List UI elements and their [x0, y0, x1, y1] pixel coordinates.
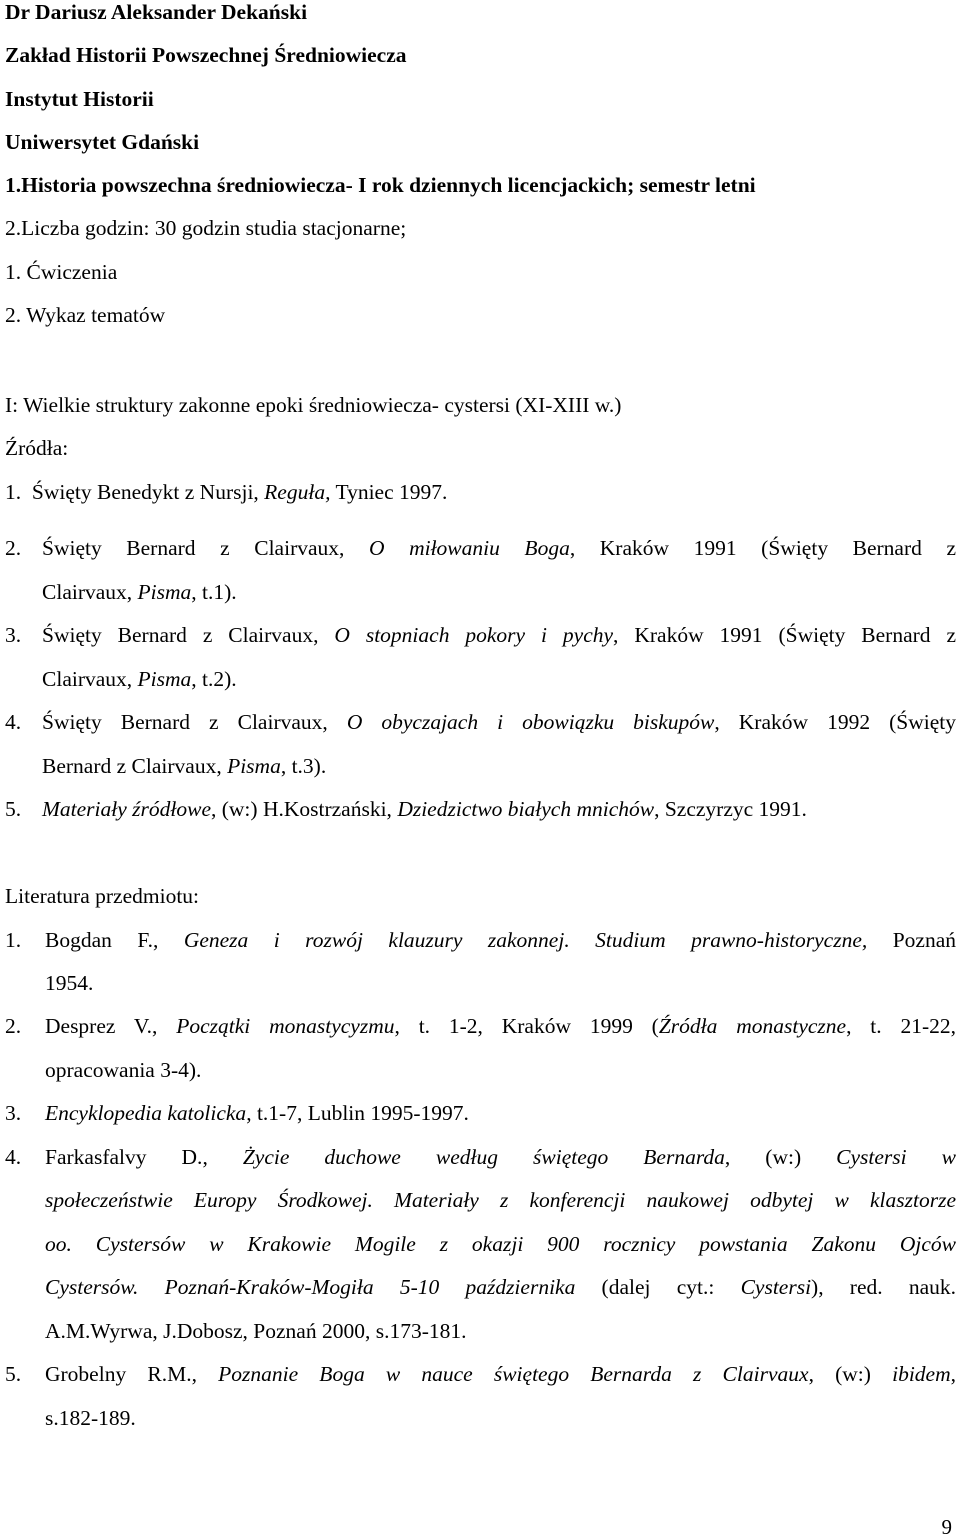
literature-number: 1. — [5, 928, 22, 952]
literature-heading: Literatura przedmiotu: — [5, 884, 200, 908]
literature-number: 5. — [5, 1362, 22, 1386]
course-title: 1.Historia powszechna średniowiecza- I rok dziennych licencjackich; semestr letni — [5, 173, 756, 197]
hours-info: 2.Liczba godzin: 30 godzin studia stacjonarne; — [5, 216, 407, 240]
literature-item: Desprez V., Początki monastycyzmu, t. 1-2, Kraków 1999 (Źródła monastyczne, t. 21-22, — [45, 1014, 957, 1038]
source-number: 4. — [5, 710, 22, 734]
info-item-exercises: 1. Ćwiczenia — [5, 260, 118, 284]
literature-item: Bogdan F., Geneza i rozwój klauzury zakonnej. Studium prawno-historyczne, Poznań — [45, 928, 957, 952]
page-number: 9 — [941, 1515, 952, 1539]
source-item: Święty Bernard z Clairvaux, O miłowaniu Boga, Kraków 1991 (Święty Bernard z — [42, 536, 956, 560]
institute-name: Instytut Historii — [5, 87, 154, 111]
literature-number: 4. — [5, 1145, 22, 1169]
literature-item: Encyklopedia katolicka, t.1-7, Lublin 1995-1997. — [45, 1101, 469, 1125]
source-item-cont: Bernard z Clairvaux, Pisma, t.3). — [42, 754, 327, 778]
sources-heading: Źródła: — [5, 436, 69, 460]
source-item: 1. Święty Benedykt z Nursji, Reguła, Tyniec 1997. — [5, 480, 448, 504]
literature-item-cont: opracowania 3-4). — [45, 1058, 202, 1082]
literature-number: 3. — [5, 1101, 22, 1125]
literature-item: Grobelny R.M., Poznanie Boga w nauce świętego Bernarda z Clairvaux, (w:) ibidem, — [45, 1362, 956, 1386]
source-item-cont: Clairvaux, Pisma, t.2). — [42, 667, 237, 691]
source-number: 2. — [5, 536, 22, 560]
source-number: 3. — [5, 623, 22, 647]
author-name: Dr Dariusz Aleksander Dekański — [5, 0, 308, 24]
source-item: Święty Bernard z Clairvaux, O stopniach pokory i pychy, Kraków 1991 (Święty Bernard z — [42, 623, 956, 647]
source-item: Materiały źródłowe, (w:) H.Kostrzański, Dziedzictwo białych mnichów, Szczyrzyc 1991. — [42, 797, 807, 821]
literature-item-cont: A.M.Wyrwa, J.Dobosz, Poznań 2000, s.173-181. — [45, 1319, 467, 1343]
topic-title: I: Wielkie struktury zakonne epoki średniowiecza- cystersi (XI-XIII w.) — [5, 393, 622, 417]
source-item-cont: Clairvaux, Pisma, t.1). — [42, 580, 237, 604]
literature-item-cont: 1954. — [45, 971, 94, 995]
literature-item-cont: społeczeństwie Europy Środkowej. Materiały z konferencji naukowej odbytej w klasztorze — [45, 1188, 956, 1212]
literature-item-cont: Cystersów. Poznań-Kraków-Mogiła 5-10 października (dalej cyt.: Cystersi), red. nauk. — [45, 1275, 957, 1299]
literature-number: 2. — [5, 1014, 22, 1038]
source-number: 5. — [5, 797, 22, 821]
literature-item-cont: s.182-189. — [45, 1406, 136, 1430]
university-name: Uniwersytet Gdański — [5, 130, 200, 154]
literature-item: Farkasfalvy D., Życie duchowe według świętego Bernarda, (w:) Cystersi w — [45, 1145, 956, 1169]
source-item: Święty Bernard z Clairvaux, O obyczajach i obowiązku biskupów, Kraków 1992 (Święty — [42, 710, 956, 734]
literature-item-cont: oo. Cystersów w Krakowie Mogile z okazji 900 rocznicy powstania Zakonu Ojców — [45, 1232, 956, 1256]
info-item-topics: 2. Wykaz tematów — [5, 303, 166, 327]
department-name: Zakład Historii Powszechnej Średniowiecza — [5, 43, 407, 67]
